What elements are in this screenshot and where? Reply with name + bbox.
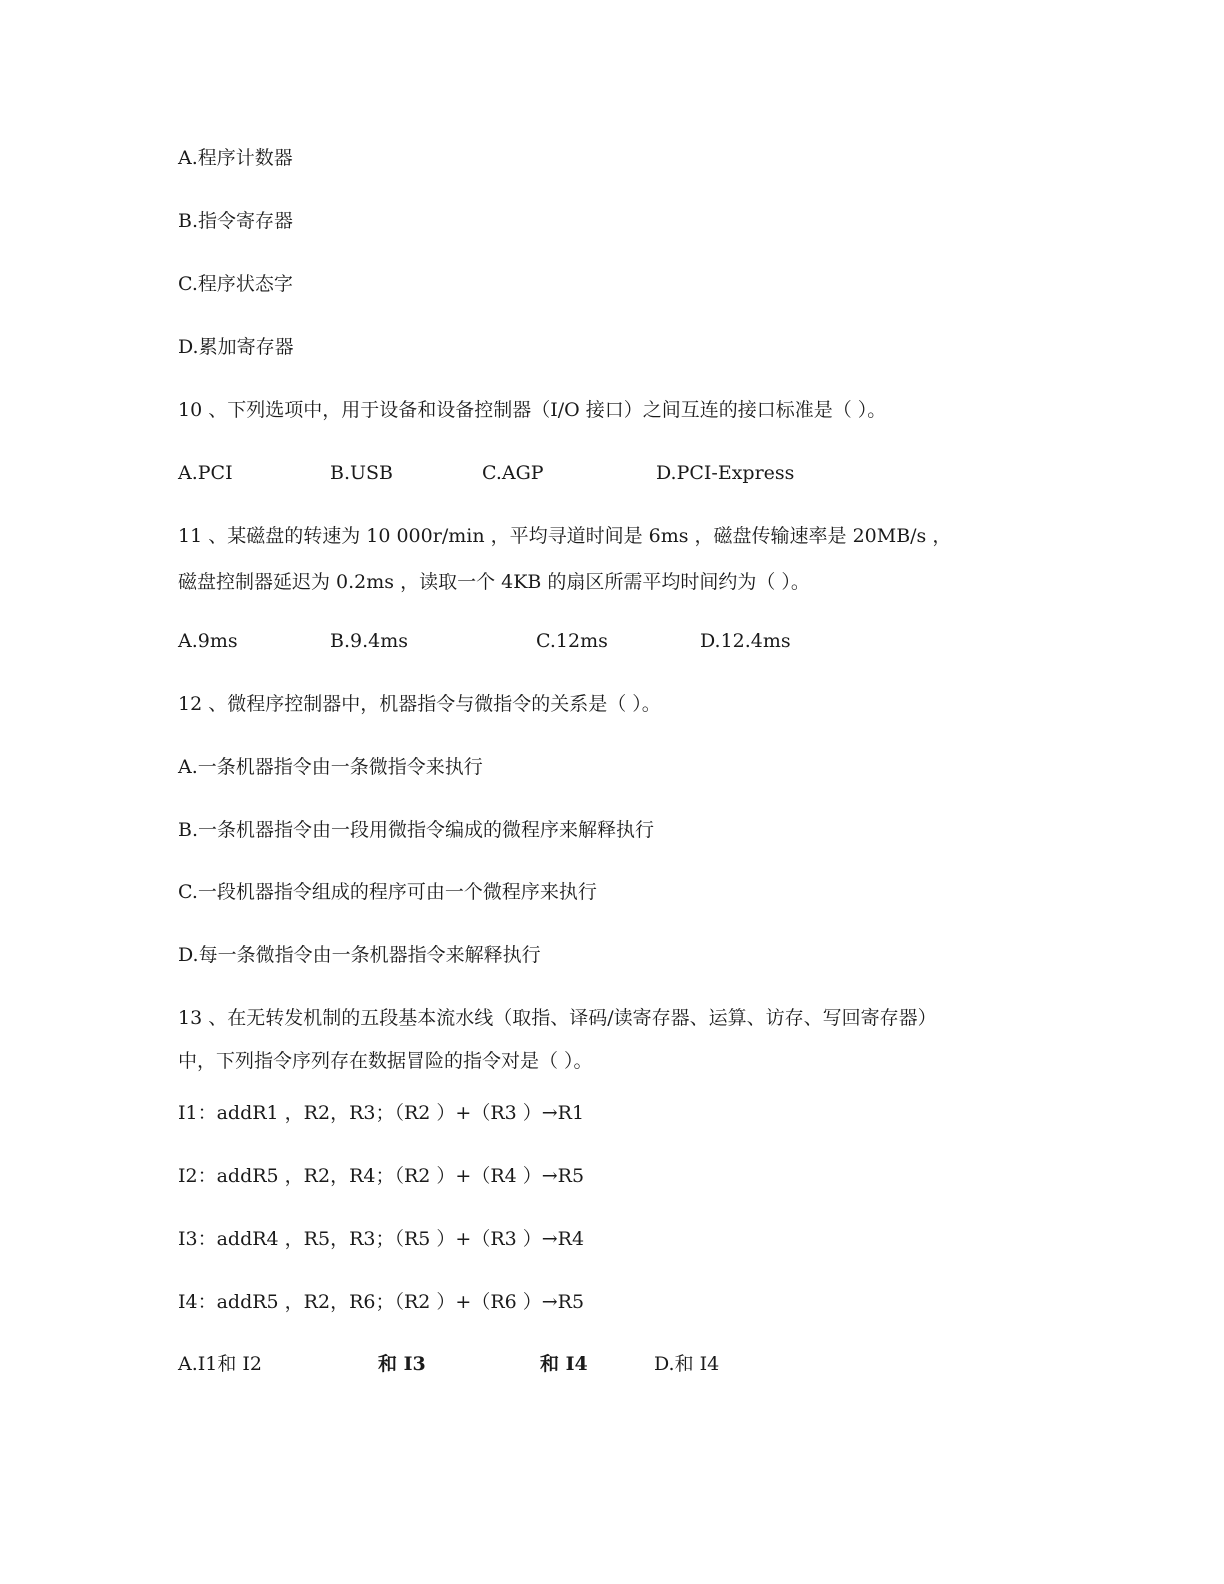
q10-option-a: A.PCI: [178, 462, 233, 484]
q13-option-d: D.和 I4: [654, 1353, 720, 1375]
q13-stem-line-2: 中，下列指令序列存在数据冒险的指令对是（ ）。: [178, 1050, 593, 1072]
q13-instruction-i2: I2：addR5 ，R2，R4；（R2 ）+（R4 ）→R5: [178, 1165, 585, 1187]
q13-options: [178, 1352, 1078, 1376]
q11-stem-line-2: 磁盘控制器延迟为 0.2ms ，读取一个 4KB 的扇区所需平均时间约为（ ）。: [178, 571, 810, 593]
q11-option-a: A.9ms: [178, 630, 238, 652]
q12-option-a: A.一条机器指令由一条微指令来执行: [178, 756, 483, 778]
q12-option-c: C.一段机器指令组成的程序可由一个微程序来执行: [178, 881, 597, 903]
q11-option-b: B.9.4ms: [330, 630, 408, 652]
q10-options: [178, 461, 1078, 485]
q12-stem: 12 、微程序控制器中，机器指令与微指令的关系是（ ）。: [178, 693, 661, 715]
q11-option-c: C.12ms: [536, 630, 608, 652]
q9-option-d: D.累加寄存器: [178, 336, 294, 358]
q9-option-b: B.指令寄存器: [178, 210, 294, 232]
q13-option-b: 和 I3: [378, 1353, 426, 1375]
q12-option-d: D.每一条微指令由一条机器指令来解释执行: [178, 944, 541, 966]
q11-option-d: D.12.4ms: [700, 630, 791, 652]
q13-instruction-i1: I1：addR1 ，R2，R3；（R2 ）+（R3 ）→R1: [178, 1102, 585, 1124]
q13-option-c: 和 I4: [540, 1353, 588, 1375]
q10-option-b: B.USB: [330, 462, 393, 484]
q11-stem-line-1: 11 、某磁盘的转速为 10 000r/min ，平均寻道时间是 6ms ，磁盘传输速率是 20MB/s ，: [178, 525, 952, 547]
q13-instruction-i3: I3：addR4 ，R5，R3；（R5 ）+（R3 ）→R4: [178, 1228, 585, 1250]
q9-option-a: A.程序计数器: [178, 147, 293, 169]
q10-option-d: D.PCI-Express: [656, 462, 795, 484]
q13-instruction-i4: I4：addR5 ，R2，R6；（R2 ）+（R6 ）→R5: [178, 1291, 585, 1313]
q12-option-b: B.一条机器指令由一段用微指令编成的微程序来解释执行: [178, 819, 655, 841]
q13-stem-line-1: 13 、在无转发机制的五段基本流水线（取指、译码/读寄存器、运算、访存、写回寄存器）: [178, 1007, 937, 1029]
q10-option-c: C.AGP: [482, 462, 544, 484]
q13-option-a: A.I1和 I2: [178, 1353, 262, 1375]
q11-options: [178, 629, 1078, 653]
q9-option-c: C.程序状态字: [178, 273, 293, 295]
q10-stem: 10 、下列选项中，用于设备和设备控制器（I/O 接口）之间互连的接口标准是（ ）。: [178, 399, 887, 421]
